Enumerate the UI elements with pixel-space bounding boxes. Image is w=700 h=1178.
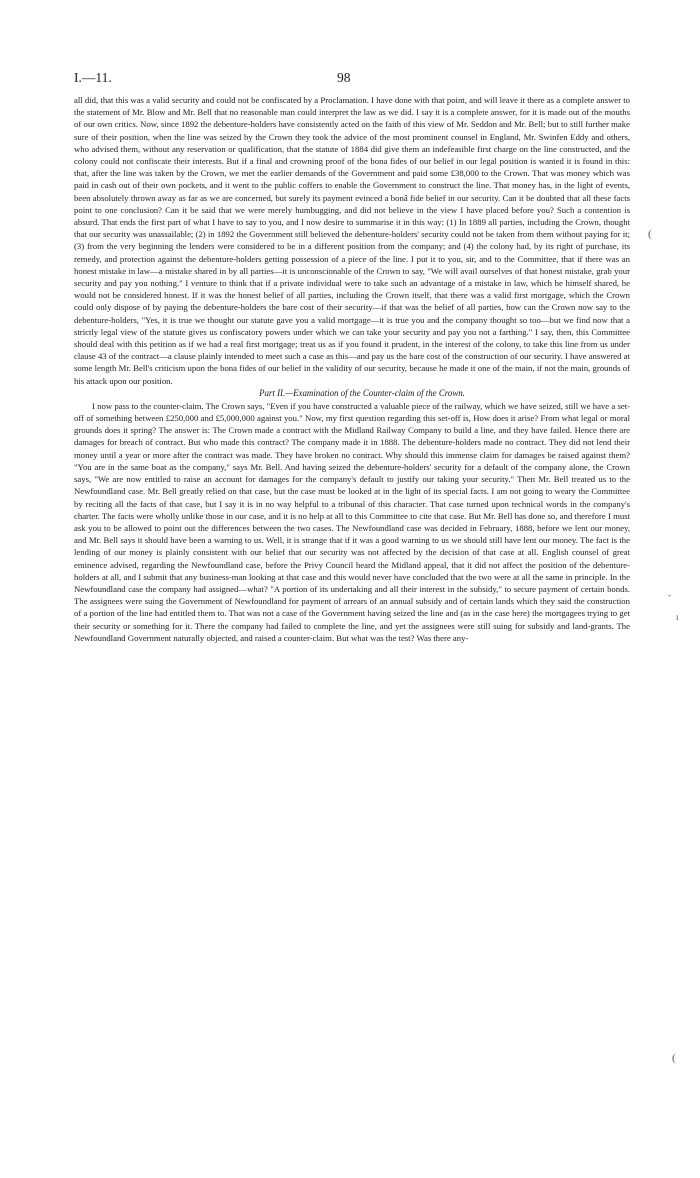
document-reference: I.—11. [74, 70, 112, 85]
section-heading: Part II.—Examination of the Counter-claim of the Crown. [259, 387, 465, 398]
paragraph-counter-claim: I now pass to the counter-claim. The Crown says, "Even if you have constructed a valuable piece of the railway, which we have seized, still we have a set-off of something between £250,000 and £5,000,000 against you." Now, my first question regarding this set-off is, How does it arise? From what legal or moral grounds does it spring? The answer is: The Crown made a contract with the Midland Railway Company to build a line, and they have failed. Hence there are damages for breach of contract. But who made this contract? The company made it in 1888. The debenture-holders made no contract. They did not lend their money until a year or more after the contract was made. They have broken no contract. Why should this immense claim for damages be raised against them? "You are in the same boat as the company," says Mr. Bell. And having seized the debenture-holders' security for a default of the company alone, the Crown says, "We are now entitled to raise an account for damages for the company's default to justify our taking your security." Then Mr. Bell treated us to the Newfoundland case. Mr. Bell greatly relied on that case, but the case must be looked at in the light of its special facts. I am not going to weary the Committee by reciting all the facts of that case, but I say it is in no way helpful to a tribunal of this character. That case turned upon technical words in the company's charter. The facts were wholly unlike those in our case, and it is no help at all to this Committee to cite that case. But Mr. Bell has done so, and therefore I must ask you to be allowed to point out the differences between the two cases. The Newfoundland case was decided in February, 1888, before we lent our money, and Mr. Bell says it should have been a warning to us. Well, it is strange that if it was a good warning to us we should still have lent our money. The fact is the lending of our money is plainly consistent with our belief that our security was not affected by the decision of that case at all. English counsel of great eminence advised, regarding the Newfoundland case, before the Privy Council heard the Midland appeal, that it did not affect the position of the debenture-holders at all, and I submit that any business-man looking at that case and this would never have concluded that the two were at all the same in principle. In the Newfoundland case the company had assigned—what? "A portion of its undertaking and all their interest in the subsidy," to secure payment of certain bonds. The assignees were suing the Government of Newfoundland for payment of arrears of an annual subsidy and of certain lands which they said the construction of a portion of the line had entitled them to. That was not a case of the Government having seized the line and (as in the case here) the mortgagees trying to get their security or something for it. There the company had failed to complete the line, and yet the assignees were still suing for subsidy and land-grants. The Newfoundland Government naturally objected, and raised a counter-claim. But what was the test? Was there any- [74, 400, 630, 643]
margin-mark: ( [672, 1052, 676, 1064]
document-page [74, 70, 630, 644]
page-header [74, 70, 630, 94]
page-number: 98 [337, 70, 351, 85]
margin-mark: ı [676, 612, 679, 622]
margin-mark: ( [648, 228, 652, 240]
margin-mark: - [668, 590, 671, 600]
paragraph-continued: all did, that this was a valid security and could not be confiscated by a Proclamation. I have done with that point, and will leave it there as a complete answer to the statement of Mr. Blow and Mr. Bell that no reasonable man could interpret the law as we did. I say it is a complete answer, for it is made out of the mouths of our own critics. Now, since 1892 the debenture-holders have consistently acted on the faith of this view of Mr. Seddon and Mr. Bell; but to still further make sure of their position, when the line was seized by the Crown they took the advice of the most prominent counsel in England, Mr. Swinfen Eddy and others, who advised them, without any reservation or qualification, that the statute of 1884 did give them an indefeasible first charge on the line constructed, and the colony could not confiscate their interests. But if a final and crowning proof of the bona fides of our belief in our legal position is wanted it is found in this: that, after the line was taken by the Crown, we met the earlier demands of the Government and paid some £38,000 to the Crown. That was money which was paid in cash out of their own pockets, and it went to the public coffers to enable the Government to construct the line. That money has, in the light of events, been absolutely thrown away as far as we are concerned, but surely its payment evinced a bonâ fide belief in our security. Can it be doubted that all these facts point to one conclusion? Can it be said that we were merely humbugging, and did not believe in the view I have placed before you? Such a contention is absurd. That ends the first part of what I have to say to you, and I now desire to summarise it in this way: (1) In 1889 all parties, including the Crown, thought that our security was unassailable; (2) in 1892 the Government still believed the debenture-holders' security could not be taken from them without paying for it; (3) from the very beginning the lenders were considered to be in a different position from the company; and (4) the colony had, by its right of purchase, its remedy, and protection against the debenture-holders getting possession of a piece of the line. I put it to you, sir, and to the Committee, that if there was an honest mistake in law—a mistake shared in by all parties—it is unconscionable of the Crown to say, "We will avail ourselves of that honest mistake, grab your security and pay you nothing." I venture to think that if a private individual were to take such an advantage of a mistake in law, which he himself shared, he would not be considered honest. If it was the honest belief of all parties, including the Crown itself, that there was a valid first mortgage, which the Crown could only dispose of by paying the debenture-holders the bare cost of their security—if that was the belief of all parties, how can the Crown now say to the debenture-holders, "Yes, it is true we thought our statute gave you a valid mortgage—it is true you and the company thought so too—but we find now that a strictly legal view of the statute gives us confiscatory powers under which we can take your security and pay you not a farthing." I say, then, this Committee should deal with this petition as if we had a real first mortgage; treat us as if you found it prudent, in the interest of the colony, to take this line from us under clause 43 of the contract—a clause plainly intended to meet such a case as this—and pay us the bare cost of the construction of our security. I have answered at some length Mr. Bell's criticism upon the bona fides of our belief in the validity of our security, because he made it one of the main, if not the main, grounds of his attack upon our position. [74, 95, 630, 386]
